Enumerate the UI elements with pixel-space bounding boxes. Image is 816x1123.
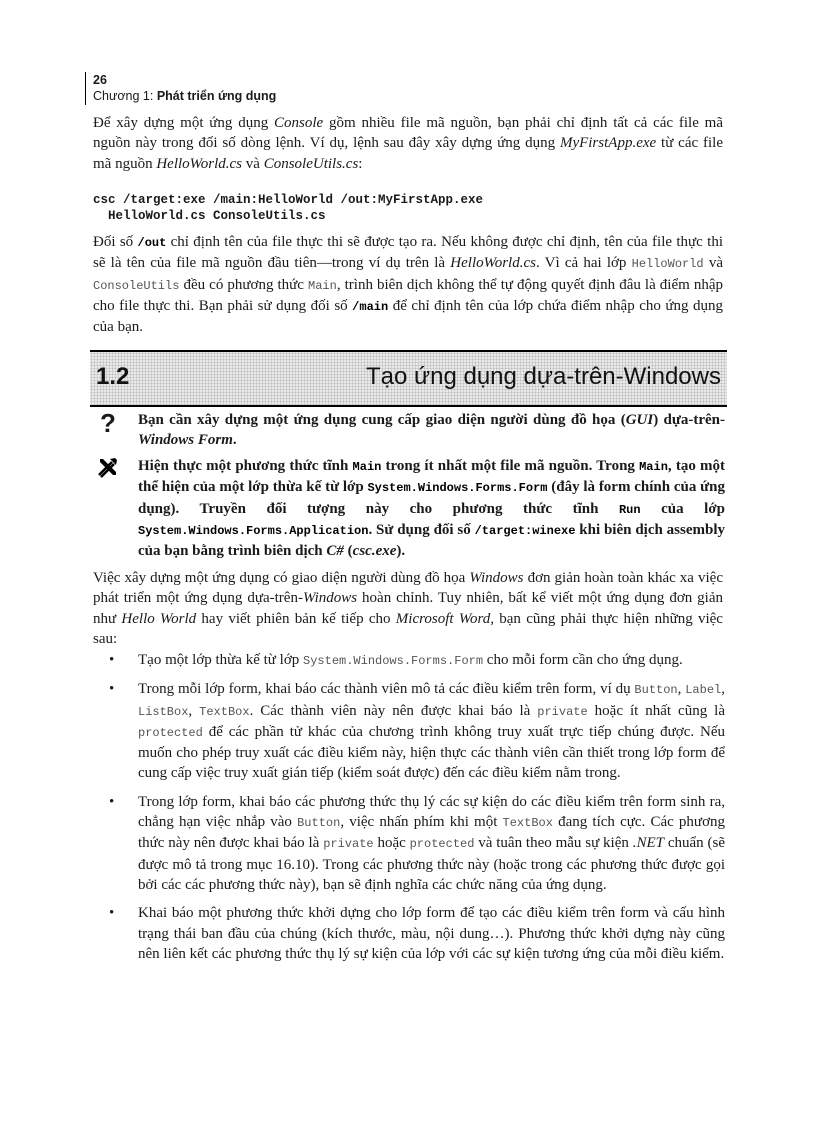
text-run: Khai báo một phương thức khởi dựng cho lớp form để tạo các điều kiểm trên form và cấu hình trạng thái ban đầu của chúng (kích thước, màu, nội dung…). Phương thức khởi dựng này cũng nên liên kết các phương thức thụ lý sự kiện của lớp với các sự kiện tương ứng của mỗi điều kiểm.	[138, 905, 725, 962]
text-run: từ các file mã nguồn	[93, 135, 723, 172]
text-run: cho mỗi form cần cho ứng dụng.	[483, 652, 683, 668]
text-run: để chỉ định tên của lớp chứa điểm nhập cho ứng dụng của bạn.	[93, 297, 723, 336]
code-protected: protected	[138, 725, 203, 740]
text-run: hoặc	[373, 835, 410, 852]
text-run: Bạn cần xây dựng một ứng dụng cung cấp giao diện người dùng đồ họa (	[138, 412, 626, 428]
bullet-marker: •	[109, 905, 115, 922]
bullet-marker: •	[109, 793, 115, 810]
text-run: Để xây dựng một ứng dụng	[93, 115, 275, 131]
text-run: . Các thành viên này nên được khai báo là	[249, 702, 538, 719]
code-out: /out	[137, 236, 167, 250]
text-run: (	[343, 543, 353, 560]
code-private: private	[323, 837, 374, 852]
code-listbox: ListBox	[138, 704, 189, 719]
code-block	[93, 193, 483, 224]
steps-list	[93, 650, 725, 972]
intro-paragraph	[93, 113, 723, 174]
text-run: (đây là form chính của ứng dụng). Truyền đối tượng này cho phương thức tĩnh	[138, 479, 725, 517]
term-csc: csc.exe	[352, 543, 397, 560]
text-run: trong ít nhất một file mã nguồn. Trong	[381, 458, 640, 474]
text-run: ).	[396, 543, 406, 560]
text-run: và	[242, 155, 264, 172]
bullet-marker: •	[109, 652, 115, 668]
code-main: Main	[352, 460, 382, 474]
text-run: , tạo một thể hiện của một lớp thừa kế từ lớp	[138, 458, 725, 496]
code-label: Label	[685, 683, 722, 698]
text-run: khi biên dịch assembly của bạn bằng trình biên dịch	[138, 521, 726, 560]
code-line: HelloWorld.cs ConsoleUtils.cs	[93, 208, 326, 223]
code-winexe: /target:winexe	[474, 523, 576, 538]
text-run: gồm nhiều file mã nguồn, bạn phải chỉ định tất cả các file mã nguồn này trong đối số dòng lệnh. Ví dụ, lệnh sau đây xây dựng ứng dụng	[93, 115, 723, 152]
body-paragraph	[93, 568, 723, 649]
code-application-class: System.Windows.Forms.Application	[138, 523, 369, 538]
text-run: , việc nhấn phím khi một	[340, 814, 503, 831]
term-microsoft-word: Microsoft Word	[395, 610, 491, 627]
text-run: đơn giản hoàn toàn khác xa việc phát triển một ứng dụng dựa-trên-	[93, 570, 723, 607]
code-form-class: System.Windows.Forms.Form	[303, 654, 484, 668]
tools-icon-graphic	[96, 456, 120, 478]
text-run: chỉ định tên của file thực thi sẽ được tạo ra. Nếu không được chỉ định, tên của file thực thi sẽ là tên của file mã nguồn đầu tiên—trong ví dụ trên là	[93, 234, 723, 272]
term-windows: Windows	[469, 570, 524, 586]
text-run: hay viết phiên bản kế tiếp cho	[196, 610, 396, 627]
text-run: ,	[721, 681, 725, 698]
term-windows: Windows	[302, 590, 358, 607]
tools-icon	[93, 456, 123, 483]
out-paragraph	[93, 232, 723, 337]
term-helloworld: HelloWorld.cs	[450, 255, 536, 272]
list-item	[93, 679, 725, 783]
code-form-class: System.Windows.Forms.Form	[367, 481, 548, 496]
section-number: 1.2	[96, 363, 130, 390]
term-console: Console	[274, 115, 324, 131]
code-class: ConsoleUtils	[93, 278, 180, 293]
term-consoleutils: ConsoleUtils.cs	[263, 155, 359, 172]
code-textbox: TextBox	[199, 704, 250, 719]
text-run: Trong mỗi lớp form, khai báo các thành viên mô tả các điều kiểm trên form, ví dụ	[138, 681, 635, 698]
section-heading	[90, 350, 727, 407]
list-item	[93, 792, 725, 895]
chapter-title: Phát triển ứng dụng	[156, 89, 277, 103]
term-gui: GUI	[625, 412, 654, 428]
text-run: Trong lớp form, khai báo các phương thức thụ lý các sự kiện do các điều kiểm trên form sinh ra, chẳng hạn việc nhắp vào	[138, 793, 725, 831]
text-run: :	[358, 155, 363, 172]
text-run: của lớp	[640, 500, 725, 517]
text-run: hoàn chỉnh. Tuy nhiên, bất kể viết một ứng dụng đơn giản như	[93, 590, 723, 627]
problem-block	[93, 410, 725, 451]
solution-text	[138, 456, 725, 561]
term-hello-world: Hello World	[121, 610, 197, 627]
term-dotnet: .NET	[632, 835, 664, 852]
list-item	[93, 903, 725, 964]
text-run: . Sử dụng đối số	[368, 521, 475, 538]
solution-block	[93, 456, 725, 561]
chapter-prefix: Chương 1:	[93, 89, 157, 103]
list-item	[93, 650, 725, 671]
text-run: để các phần tử khác của chương trình không truy xuất trực tiếp chúng được. Nếu muốn cho phép truy xuất các điều kiểm này, hiện thực các thành viên cần thiết trong lớp form để cung cấp việc truy xuất gián tiếp (kiểm soát được) đến các điều kiểm nằm trong.	[138, 723, 725, 782]
term-exe: MyFirstApp.exe	[559, 135, 657, 152]
code-main: Main	[308, 278, 337, 293]
code-private: private	[537, 704, 588, 719]
code-class: HelloWorld	[631, 257, 704, 272]
term-windows-form: Windows Form	[138, 432, 233, 449]
text-run: Việc xây dựng một ứng dụng có giao diện người dùng đồ họa	[93, 570, 470, 586]
text-run: hoặc ít nhất cũng là	[587, 702, 725, 719]
question-icon: ?	[100, 408, 116, 438]
text-run: đều có phương thức	[179, 276, 309, 293]
term-helloworld: HelloWorld.cs	[156, 155, 243, 172]
chapter-heading	[93, 88, 276, 105]
term-csharp: C#	[326, 543, 344, 560]
page-number: 26	[93, 73, 107, 87]
text-run: Tạo một lớp thừa kế từ lớp	[138, 652, 304, 668]
code-main: Main	[639, 460, 668, 474]
text-run: , trình biên dịch không thể tự động quyết định đâu là điểm nhập cho file thực thi. Bạn phải sử dụng đối số	[93, 276, 723, 314]
text-run: .	[232, 432, 237, 449]
text-run: . Vì cả hai lớp	[535, 255, 632, 272]
code-mainopt: /main	[352, 299, 389, 314]
code-button: Button	[297, 816, 341, 831]
text-run: Đối số	[93, 234, 138, 250]
text-run: và	[703, 255, 723, 272]
code-protected: protected	[409, 837, 475, 852]
text-run: ,	[677, 681, 686, 698]
text-run: đang tích cực. Các phương thức này nên được khai báo là	[138, 814, 725, 852]
text-run: ,	[188, 702, 200, 719]
section-title: Tạo ứng dụng dựa-trên-Windows	[366, 363, 721, 390]
text-run: và tuân theo mẫu sự kiện	[474, 835, 633, 852]
problem-text	[138, 410, 725, 451]
text-run: , bạn cũng phải thực hiện những việc sau:	[93, 610, 723, 647]
text-run: chuẩn (sẽ được mô tả trong mục 16.10). Trong các phương thức này (hoặc trong các phương thức được gọi bởi các các phương thức này), bạn sẽ định nghĩa các chức năng của ứng dụng.	[138, 835, 725, 893]
code-textbox: TextBox	[502, 816, 553, 831]
code-run: Run	[618, 502, 641, 517]
code-line: csc /target:exe /main:HelloWorld /out:MyFirstApp.exe	[93, 193, 484, 207]
page-header	[85, 72, 276, 105]
code-button: Button	[634, 683, 678, 698]
text-run: Hiện thực một phương thức tĩnh	[138, 458, 353, 474]
bullet-marker: •	[109, 681, 115, 698]
text-run: ) dựa-trên-	[653, 412, 726, 428]
